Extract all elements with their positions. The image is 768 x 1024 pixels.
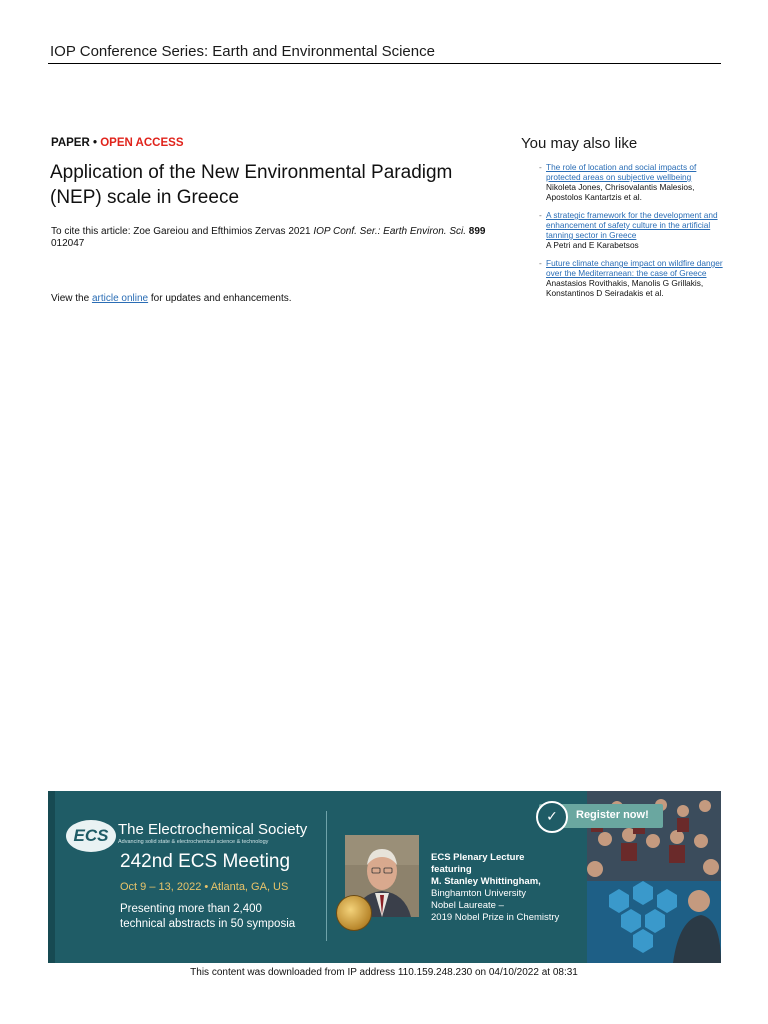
citation-block <box>51 226 511 250</box>
related-item-link[interactable]: A strategic framework for the development and enhancement of safety culture in the artificial tanning sector in Greece <box>546 210 718 240</box>
ecs-meeting-ad-banner[interactable] <box>48 791 721 963</box>
check-circle-icon: ✓ <box>536 801 568 833</box>
society-name: The Electrochemical Society <box>118 821 308 838</box>
related-item <box>539 162 724 202</box>
article-online-link[interactable]: article online <box>91 293 149 304</box>
abstracts-line-1: Presenting more than 2,400 <box>120 903 262 915</box>
related-item-authors: Nikoleta Jones, Chrisovalantis Malesios, Apostolos Kantartzis et al. <box>546 182 695 202</box>
label-separator: • <box>89 137 101 149</box>
related-item-link[interactable]: The role of location and social impacts of protected areas on subjective wellbeing <box>546 162 697 182</box>
paper-type-label <box>51 137 184 149</box>
citation-number: 012047 <box>51 238 85 249</box>
speaker-honor: Nobel Laureate – <box>431 900 504 911</box>
list-dash: - <box>539 162 542 172</box>
society-tagline: Advancing solid state & electrochemical science & technology <box>118 839 269 845</box>
nobel-medal-icon <box>336 895 372 931</box>
speaker-affiliation: Binghamton University <box>431 888 527 899</box>
citation-volume: 899 <box>468 226 486 237</box>
related-item-authors: A Petri and E Karabetsos <box>546 240 639 250</box>
register-now-button[interactable] <box>539 804 663 828</box>
register-label: Register now! <box>576 809 649 821</box>
ad-divider <box>326 811 327 941</box>
related-item <box>539 210 724 250</box>
download-notice: This content was downloaded from IP address 110.159.248.230 on 04/10/2022 at 08:31 <box>190 967 578 978</box>
ecs-logo: ECS <box>66 820 116 852</box>
view-online-line <box>51 293 292 304</box>
list-dash: - <box>539 210 542 220</box>
related-item-link[interactable]: Future climate change impact on wildfire danger over the Mediterranean: the case of Greece <box>546 258 723 278</box>
meeting-title: 242nd ECS Meeting <box>120 851 291 872</box>
paper-label: PAPER <box>51 137 90 149</box>
citation-journal: IOP Conf. Ser.: Earth Environ. Sci. <box>313 226 466 237</box>
speaker-name: M. Stanley Whittingham, <box>431 876 541 887</box>
open-access-badge: OPEN ACCESS <box>100 137 184 149</box>
journal-series-title: IOP Conference Series: Earth and Environmental Science <box>50 43 435 60</box>
header-divider <box>48 63 721 64</box>
related-item <box>539 258 724 298</box>
view-suffix: for updates and enhancements. <box>148 293 292 304</box>
related-item-authors: Anastasios Rovithakis, Manolis G Grillakis, Konstantinos D Seiradakis et al. <box>546 278 704 298</box>
speaker-prize: 2019 Nobel Prize in Chemistry <box>431 912 560 923</box>
abstracts-line-2: technical abstracts in 50 symposia <box>120 918 296 930</box>
related-heading: You may also like <box>521 135 638 152</box>
article-title: Application of the New Environmental Paradigm (NEP) scale in Greece <box>50 162 453 208</box>
view-prefix: View the <box>51 293 92 304</box>
ad-edge-stripe <box>48 791 55 963</box>
lecture-heading: ECS Plenary Lecture <box>431 852 525 863</box>
list-dash: - <box>539 258 542 268</box>
lecture-featuring: featuring <box>431 864 472 875</box>
citation-prefix: To cite this article: Zoe Gareiou and Efthimios Zervas 2021 <box>51 226 314 237</box>
meeting-dates: Oct 9 – 13, 2022 • Atlanta, GA, US <box>120 881 289 893</box>
